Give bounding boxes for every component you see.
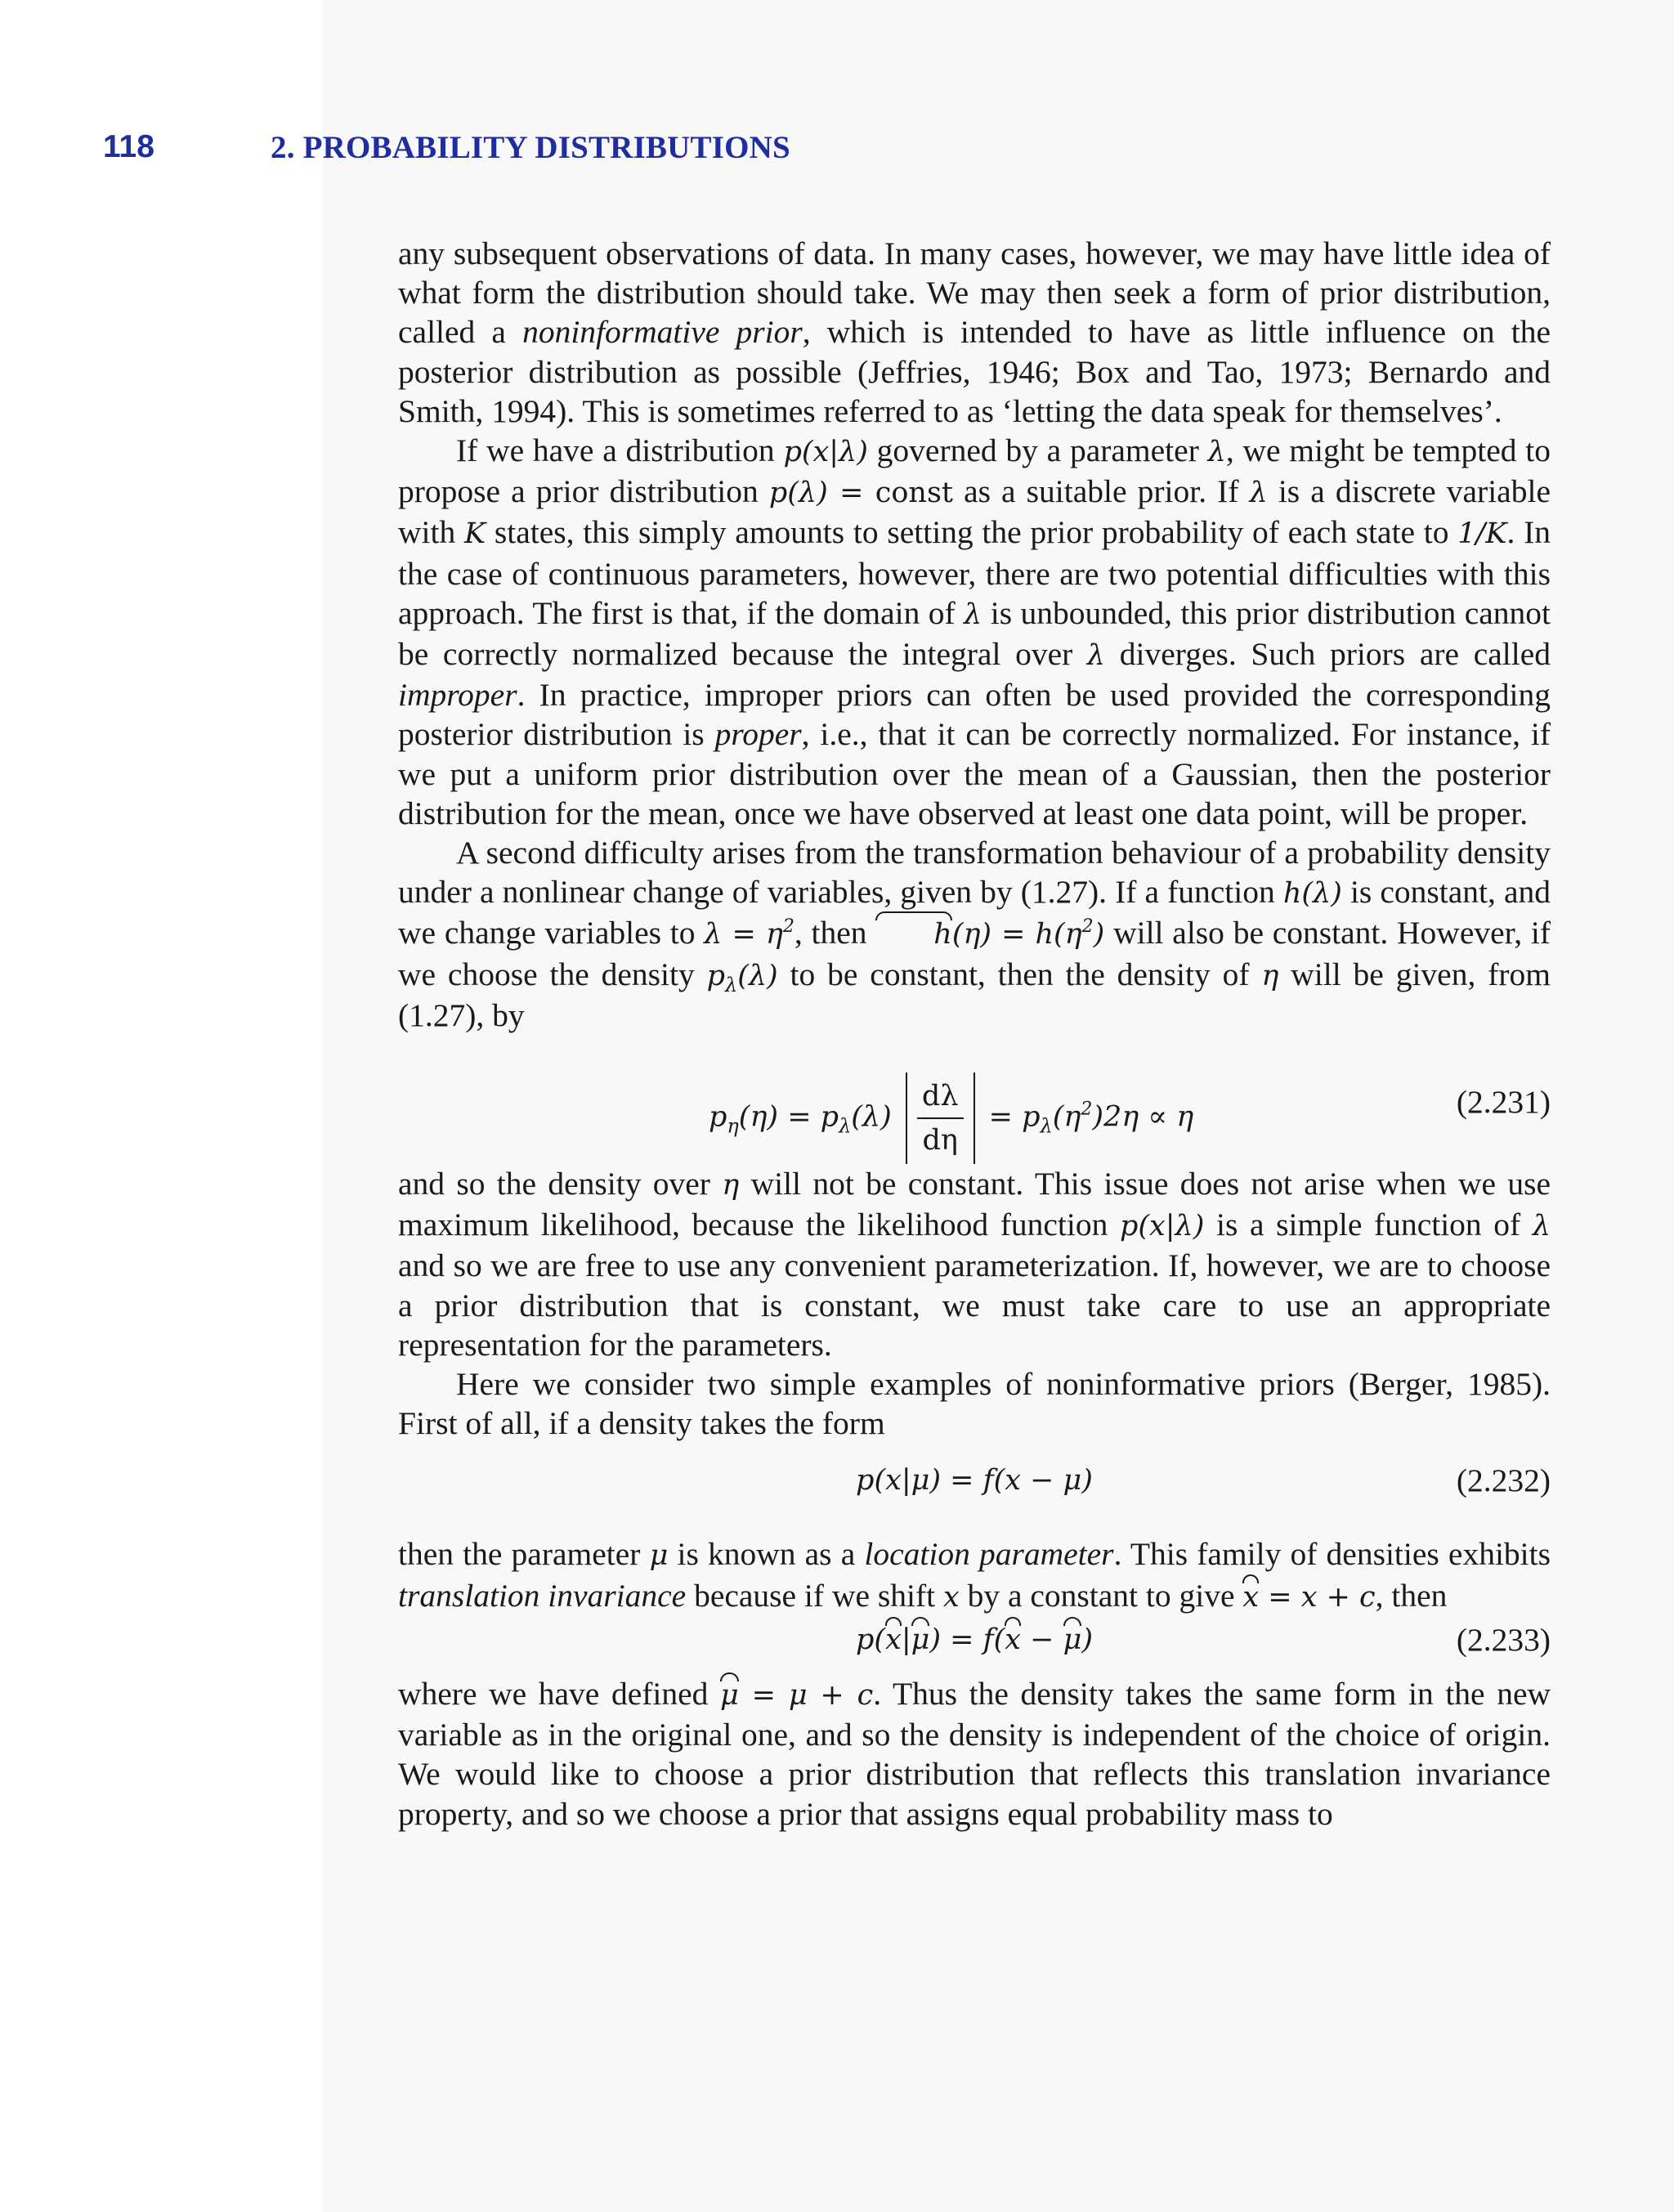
chapter-title: 2. PROBABILITY DISTRIBUTIONS [271, 130, 790, 165]
term-proper: proper [714, 716, 802, 753]
equation-2-233: p(x|μ) = f(x − μ) (2.233) [398, 1620, 1551, 1671]
term-improper: improper [398, 677, 517, 714]
term-translation-invariance: translation invariance [398, 1577, 687, 1614]
equation-2-232: p(x|μ) = f(x − μ) (2.232) [398, 1461, 1551, 1518]
body-text [398, 234, 1551, 1834]
paragraph-1: any subsequent observations of data. In many cases, however, we may have little idea of what form the distribution should take. We may then seek a form of prior distribution, called a noninformative prior, which is intended to have as little influence on the posterior distribution as possible (Jeffries, 1946; Box and Tao, 1973; Bernardo and Smith, 1994). This is sometimes referred to as ‘letting the data speak for themselves’. [398, 235, 1551, 429]
paragraph-2: If we have a distribution p(x|λ) governed by a parameter λ, we might be tempted to propose a prior distribution p(λ) = const as a suitable prior. If λ is a discrete variable with K states, this simply amounts to setting the prior probability of each state to 1/K. In the case of continuous parameters, however, there are two potential difficulties with this approach. The first is that, if the domain of λ is unbounded, this prior distribution cannot be correctly normalized because the integral over λ diverges. Such priors are called improper. In practice, improper priors can often be used provided the corresponding posterior distribution is proper, i.e., that it can be correctly normalized. For instance, if we put a uniform prior distribution over the mean of a Gaussian, then the posterior distribution for the mean, once we have observed at least one data point, will be proper. [398, 432, 1551, 831]
equation-number: (2.233) [1456, 1621, 1551, 1658]
derivative-fraction: $\frac{d\lambda}{d\eta}$ [917, 1077, 964, 1160]
paragraph-4: and so the density over η will not be constant. This issue does not arise when we use maximum likelihood, because the likelihood function p(x|λ) is a simple function of λ and so we are free to use any convenient parameterization. If, however, we are to choose a prior distribution that is constant, we must take care to use an appropriate representation for the parameters. [398, 1166, 1551, 1363]
equation-number: (2.231) [1456, 1084, 1551, 1121]
page-number: 118 [103, 129, 154, 164]
equation-number: (2.232) [1456, 1462, 1551, 1499]
paragraph-7: where we have defined μ = μ + c. Thus the density takes the same form in the new variable as in the original one, and so the density is independent of the choice of origin. We would like to choose a prior distribution that reflects this translation invariance property, and so we choose a prior that assigns equal probability mass to [398, 1675, 1551, 1832]
paragraph-5: Here we consider two simple examples of noninformative priors (Berger, 1985). First of all, if a density takes the form [398, 1366, 1551, 1442]
hat-accent: h [875, 915, 952, 954]
abs-bar-right [974, 1072, 975, 1164]
abs-bar-left [906, 1072, 907, 1164]
paragraph-6: then the parameter μ is known as a location parameter. This family of densities exhibits translation invariance because if we shift x by a constant to give x = x + c, then [398, 1534, 1551, 1616]
term-location-parameter: location parameter [864, 1536, 1114, 1573]
equation-2-231: $p_\eta(\eta) = p_\lambda(\lambda)$ $\frac{d\lambda}{d\eta}$ = $p_\lambda(\eta^2)2\eta \propto \eta$ (2.231) [398, 1050, 1551, 1156]
page-header [0, 129, 1674, 178]
paragraph-3: A second difficulty arises from the transformation behaviour of a probability density under a nonlinear change of variables, given by (1.27). If a function h(λ) is constant, and we change variables to $\lambda = \eta^2$, then $h(\eta) = h(\eta^2)$ will also be constant. However, if we choose the density $p_\lambda(\lambda)$ to be constant, then the density of η will be given, from (1.27), by [398, 835, 1551, 1033]
term-noninformative-prior: noninformative prior [522, 314, 803, 351]
